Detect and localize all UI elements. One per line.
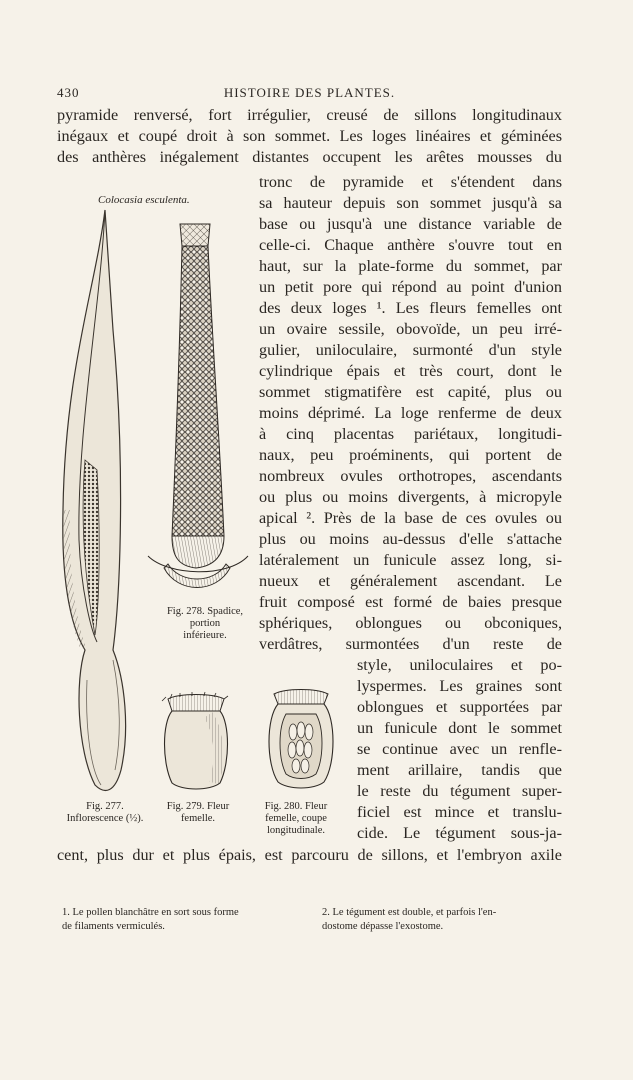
figure-title: Colocasia esculenta.	[98, 194, 190, 206]
caption-line: Fig. 278. Spadice,	[166, 606, 244, 617]
caption-line: Fig. 280. Fleur	[264, 801, 328, 812]
caption-fig-280	[250, 801, 342, 837]
footnote-1	[62, 906, 307, 934]
text-line: inégaux et coupé droit à son sommet. Les loges linéaires et géminées	[57, 127, 562, 145]
body-top-paragraph	[57, 105, 562, 168]
text-line: des deux loges ¹. Les fleurs femelles ont	[259, 299, 562, 317]
body-right-column	[259, 172, 562, 655]
text-line: latéralement un funicule assez long, si-	[259, 551, 562, 569]
text-line: cent, plus dur et plus épais, est parcouru de sillons, et l'embryon axile	[57, 846, 562, 864]
body-bottom-line	[57, 845, 562, 866]
text-line: apical ². Près de la base de ces ovules ou	[259, 509, 562, 527]
text-line: ment arillaire, tandis que	[357, 761, 562, 779]
female-flower-illustration	[158, 693, 234, 793]
text-line: cide. Le tégument sous-ja-	[357, 824, 562, 842]
text-line: naux, peu proéminents, qui portent de	[259, 446, 562, 464]
footnote-line: 1. Le pollen blanchâtre en sort sous forme	[62, 907, 239, 918]
text-line: cylindrique épais et très court, dont le	[259, 362, 562, 380]
footnote-line: de filaments vermiculés.	[62, 921, 165, 932]
text-line: haut, sur la plate-forme du sommet, par	[259, 257, 562, 275]
text-line: tronc de pyramide et s'étendent dans	[259, 173, 562, 191]
text-line: gulier, uniloculaire, surmonté d'un style	[259, 341, 562, 359]
flower-section-illustration	[266, 688, 336, 792]
text-line: à cinq placentas pariétaux, longitudi-	[259, 425, 562, 443]
text-line: pyramide renversé, fort irrégulier, creusé de sillons longitudinaux	[57, 106, 562, 124]
text-line: oblongues et supportées par	[357, 698, 562, 716]
text-line: sa hauteur depuis son sommet jusqu'à sa	[259, 194, 562, 212]
text-line: un funicule dont le sommet	[357, 719, 562, 737]
spadix-illustration	[158, 216, 238, 596]
text-line: des anthères inégalement distantes occupent les arêtes mousses du	[57, 148, 562, 166]
caption-line: femelle, coupe	[265, 813, 327, 824]
text-line: base ou jusqu'à une distance variable de	[259, 215, 562, 233]
text-line: sommet stigmatifère est capité, plus ou	[259, 383, 562, 401]
inflorescence-illustration	[55, 210, 135, 800]
caption-line: Fig. 279. Fleur	[166, 801, 230, 812]
text-line: celle-ci. Chaque anthère s'ouvre tout en	[259, 236, 562, 254]
caption-line: Fig. 277.	[86, 801, 124, 812]
text-line: un ovaire sessile, obovoïde, un peu irré-	[259, 320, 562, 338]
caption-fig-277	[55, 801, 155, 825]
text-line: moins déprimé. La loge renferme de deux	[259, 404, 562, 422]
page-number: 430	[57, 85, 80, 100]
text-line: fruit composé est formé de baies presque	[259, 593, 562, 611]
text-line: plus ou moins au-dessus d'elle s'attache	[259, 530, 562, 548]
caption-line: Inflorescence (½).	[66, 813, 144, 824]
caption-line: femelle.	[180, 813, 216, 824]
text-line: ficiel est mince et translu-	[357, 803, 562, 821]
footnote-2	[322, 906, 567, 934]
text-line: se continue avec un renfle-	[357, 740, 562, 758]
text-line: un petit pore qui répond au point d'union	[259, 278, 562, 296]
text-line: ou plus ou moins divergents, à micropyle	[259, 488, 562, 506]
caption-line: portion	[189, 618, 221, 629]
caption-line: longitudinale.	[266, 825, 326, 836]
caption-line: inférieure.	[183, 630, 227, 641]
footnote-line: dostome dépasse l'exostome.	[322, 921, 444, 932]
caption-fig-278	[150, 606, 260, 642]
text-line: verdâtres, surmontées d'un reste de	[259, 635, 562, 653]
body-narrow-column	[357, 655, 562, 844]
text-line: nueux et généralement ascendant. Le	[259, 572, 562, 590]
footnote-line: 2. Le tégument est double, et parfois l'en-	[322, 907, 497, 918]
caption-fig-279	[150, 801, 246, 825]
text-line: style, uniloculaires et po-	[357, 656, 562, 674]
text-line: sphériques, oblongues ou obconiques,	[259, 614, 562, 632]
running-header	[57, 85, 562, 105]
text-line: lyspermes. Les graines sont	[357, 677, 562, 695]
text-line: nombreux ovules orthotropes, ascendants	[259, 467, 562, 485]
text-line: le reste du tégument super-	[357, 782, 562, 800]
running-title: HISTOIRE DES PLANTES.	[223, 85, 396, 100]
